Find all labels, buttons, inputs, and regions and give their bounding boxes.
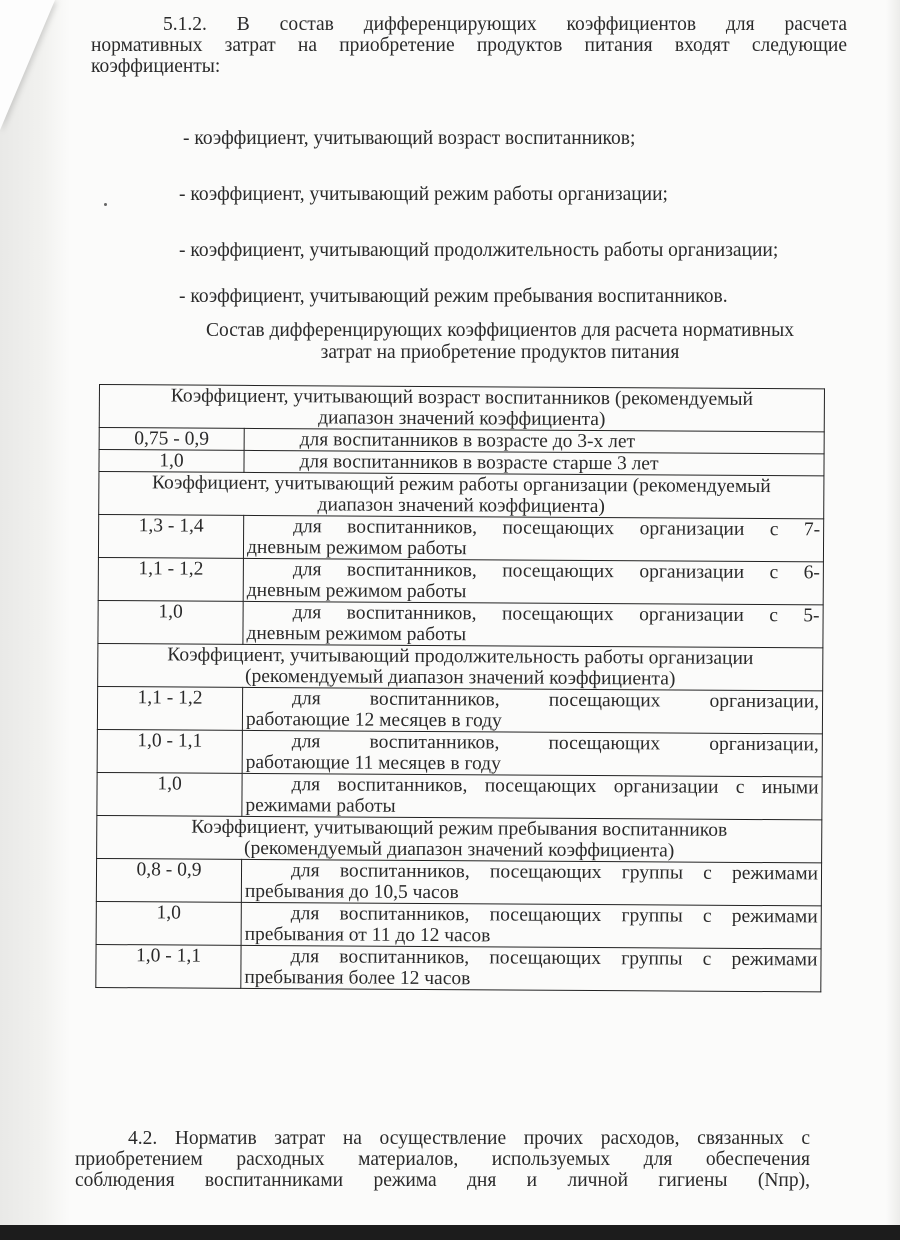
description-line: для воспитанников, посещающих организации, [291,731,819,756]
section-header [98,643,823,690]
coefficient-description [242,730,822,777]
list-item-age: - коэффициент, учитывающий возраст воспитанников; [183,128,636,149]
section-header-line: диапазон значений коэффициента) [318,407,606,431]
coefficient-description [244,428,824,454]
coefficient-value: 0,8 - 0,9 [96,858,241,902]
table-row [98,515,823,562]
description-line: для воспитанников в возрасте старше 3 лет [299,451,659,475]
table-row [98,600,823,647]
coefficient-value: 1,0 [96,901,241,945]
page-fold-shadow [0,0,70,1225]
coefficient-value: 1,1 - 1,2 [97,686,242,730]
scanner-bottom-edge [0,1225,900,1240]
section-header-row [99,472,824,519]
table-caption [180,320,820,364]
section-4-2-paragraph [75,1128,810,1191]
coefficient-description [243,601,823,648]
table-row [98,557,823,604]
table-row [97,729,822,776]
coefficient-description [241,945,821,992]
section-line: приобретением расходных материалов, используемых для обеспечения [75,1149,810,1170]
coefficient-value: 1,1 - 1,2 [98,557,243,601]
coefficient-value: 1,3 - 1,4 [98,515,243,559]
coefficient-value: 0,75 - 0,9 [99,428,244,451]
section-header-line: Коэффициент, учитывающий возраст воспитанников (рекомендуемый [170,385,754,410]
list-item-work-mode: - коэффициент, учитывающий режим работы организации; [179,184,668,205]
section-header [99,472,824,519]
list-item-stay-mode: - коэффициент, учитывающий режим пребывания воспитанников. [179,286,728,307]
description-line: дневным режимом работы [246,536,467,560]
description-line: для воспитанников, посещающих группы с режимами [290,946,818,971]
intro-line: нормативных затрат на приобретение продуктов питания входят следующие [91,35,847,56]
section-header-line: (рекомендуемый диапазон значений коэффициента) [243,837,675,862]
description-line: для воспитанников, посещающих организации с 7- [293,516,821,541]
description-line: для воспитанников, посещающих организации с иными [291,774,819,799]
table-row [96,901,821,948]
description-line: для воспитанников, посещающих группы с режимами [290,860,819,885]
table-row [96,944,821,991]
description-line: для воспитанников, посещающих группы с режимами [290,903,818,928]
section-header [97,815,822,862]
coefficient-description [243,558,823,605]
coefficient-value: 1,0 - 1,1 [97,729,242,773]
section-header-line: Коэффициент, учитывающий режим работы организации (рекомендуемый [151,472,771,498]
section-header-row [97,815,822,862]
scan-speck [104,203,107,206]
description-line: пребывания до 10,5 часов [244,880,459,904]
section-header-row [99,385,824,432]
section-header-line: (рекомендуемый диапазон значений коэффициента) [244,665,676,690]
caption-line: затрат на приобретение продуктов питания [320,342,680,363]
coefficient-description [242,773,822,820]
description-line: работающие 12 месяцев в году [245,708,502,732]
list-item-work-duration: - коэффициент, учитывающий продолжительность работы организации; [179,240,779,261]
description-line: для воспитанников, посещающих организации с 6- [292,559,820,584]
section-line: соблюдения воспитанниками режима дня и личной гигиены (Nпр), [75,1170,810,1191]
table-row [96,858,821,905]
coefficient-value: 1,0 [99,450,244,473]
section-header-line: Коэффициент, учитывающий продолжительность работы организации [167,644,754,670]
description-line: пребывания от 11 до 12 часов [244,923,491,947]
description-line: дневным режимом работы [246,622,467,646]
section-header-line: диапазон значений коэффициента) [317,494,605,518]
caption-line: Состав дифференцирующих коэффициентов для расчета нормативных [206,320,794,341]
section-header-row [98,643,823,690]
coefficient-value: 1,0 [97,772,242,816]
description-line: работающие 11 месяцев в году [245,751,501,775]
description-line: режимами работы [245,794,396,817]
page-right-edge [886,0,900,1225]
coefficient-value: 1,0 - 1,1 [96,944,241,988]
description-line: для воспитанников, посещающих организации, [292,688,820,713]
description-line: для воспитанников, посещающих организации с 5- [292,602,820,627]
section-line: 4.2. Норматив затрат на осуществление прочих расходов, связанных с [128,1128,810,1149]
intro-paragraph [91,14,847,77]
table-row [97,772,822,819]
coefficient-description [244,450,824,476]
section-header [99,385,824,432]
description-line: дневным режимом работы [246,579,467,603]
section-header-line: Коэффициент, учитывающий режим пребывания воспитанников [191,816,728,841]
folded-corner [0,0,55,130]
coefficient-value: 1,0 [98,600,243,644]
description-line: для воспитанников в возрасте до 3-х лет [299,429,636,453]
coefficient-description [241,902,821,949]
description-line: пребывания более 12 часов [244,966,471,990]
intro-line: 5.1.2. В состав дифференцирующих коэффициентов для расчета [163,14,847,35]
coefficients-table [95,384,825,992]
intro-line: коэффициенты: [91,56,221,77]
coefficient-description [242,687,822,734]
coefficient-description [241,859,821,906]
coefficient-description [243,515,823,562]
table-row [97,686,822,733]
